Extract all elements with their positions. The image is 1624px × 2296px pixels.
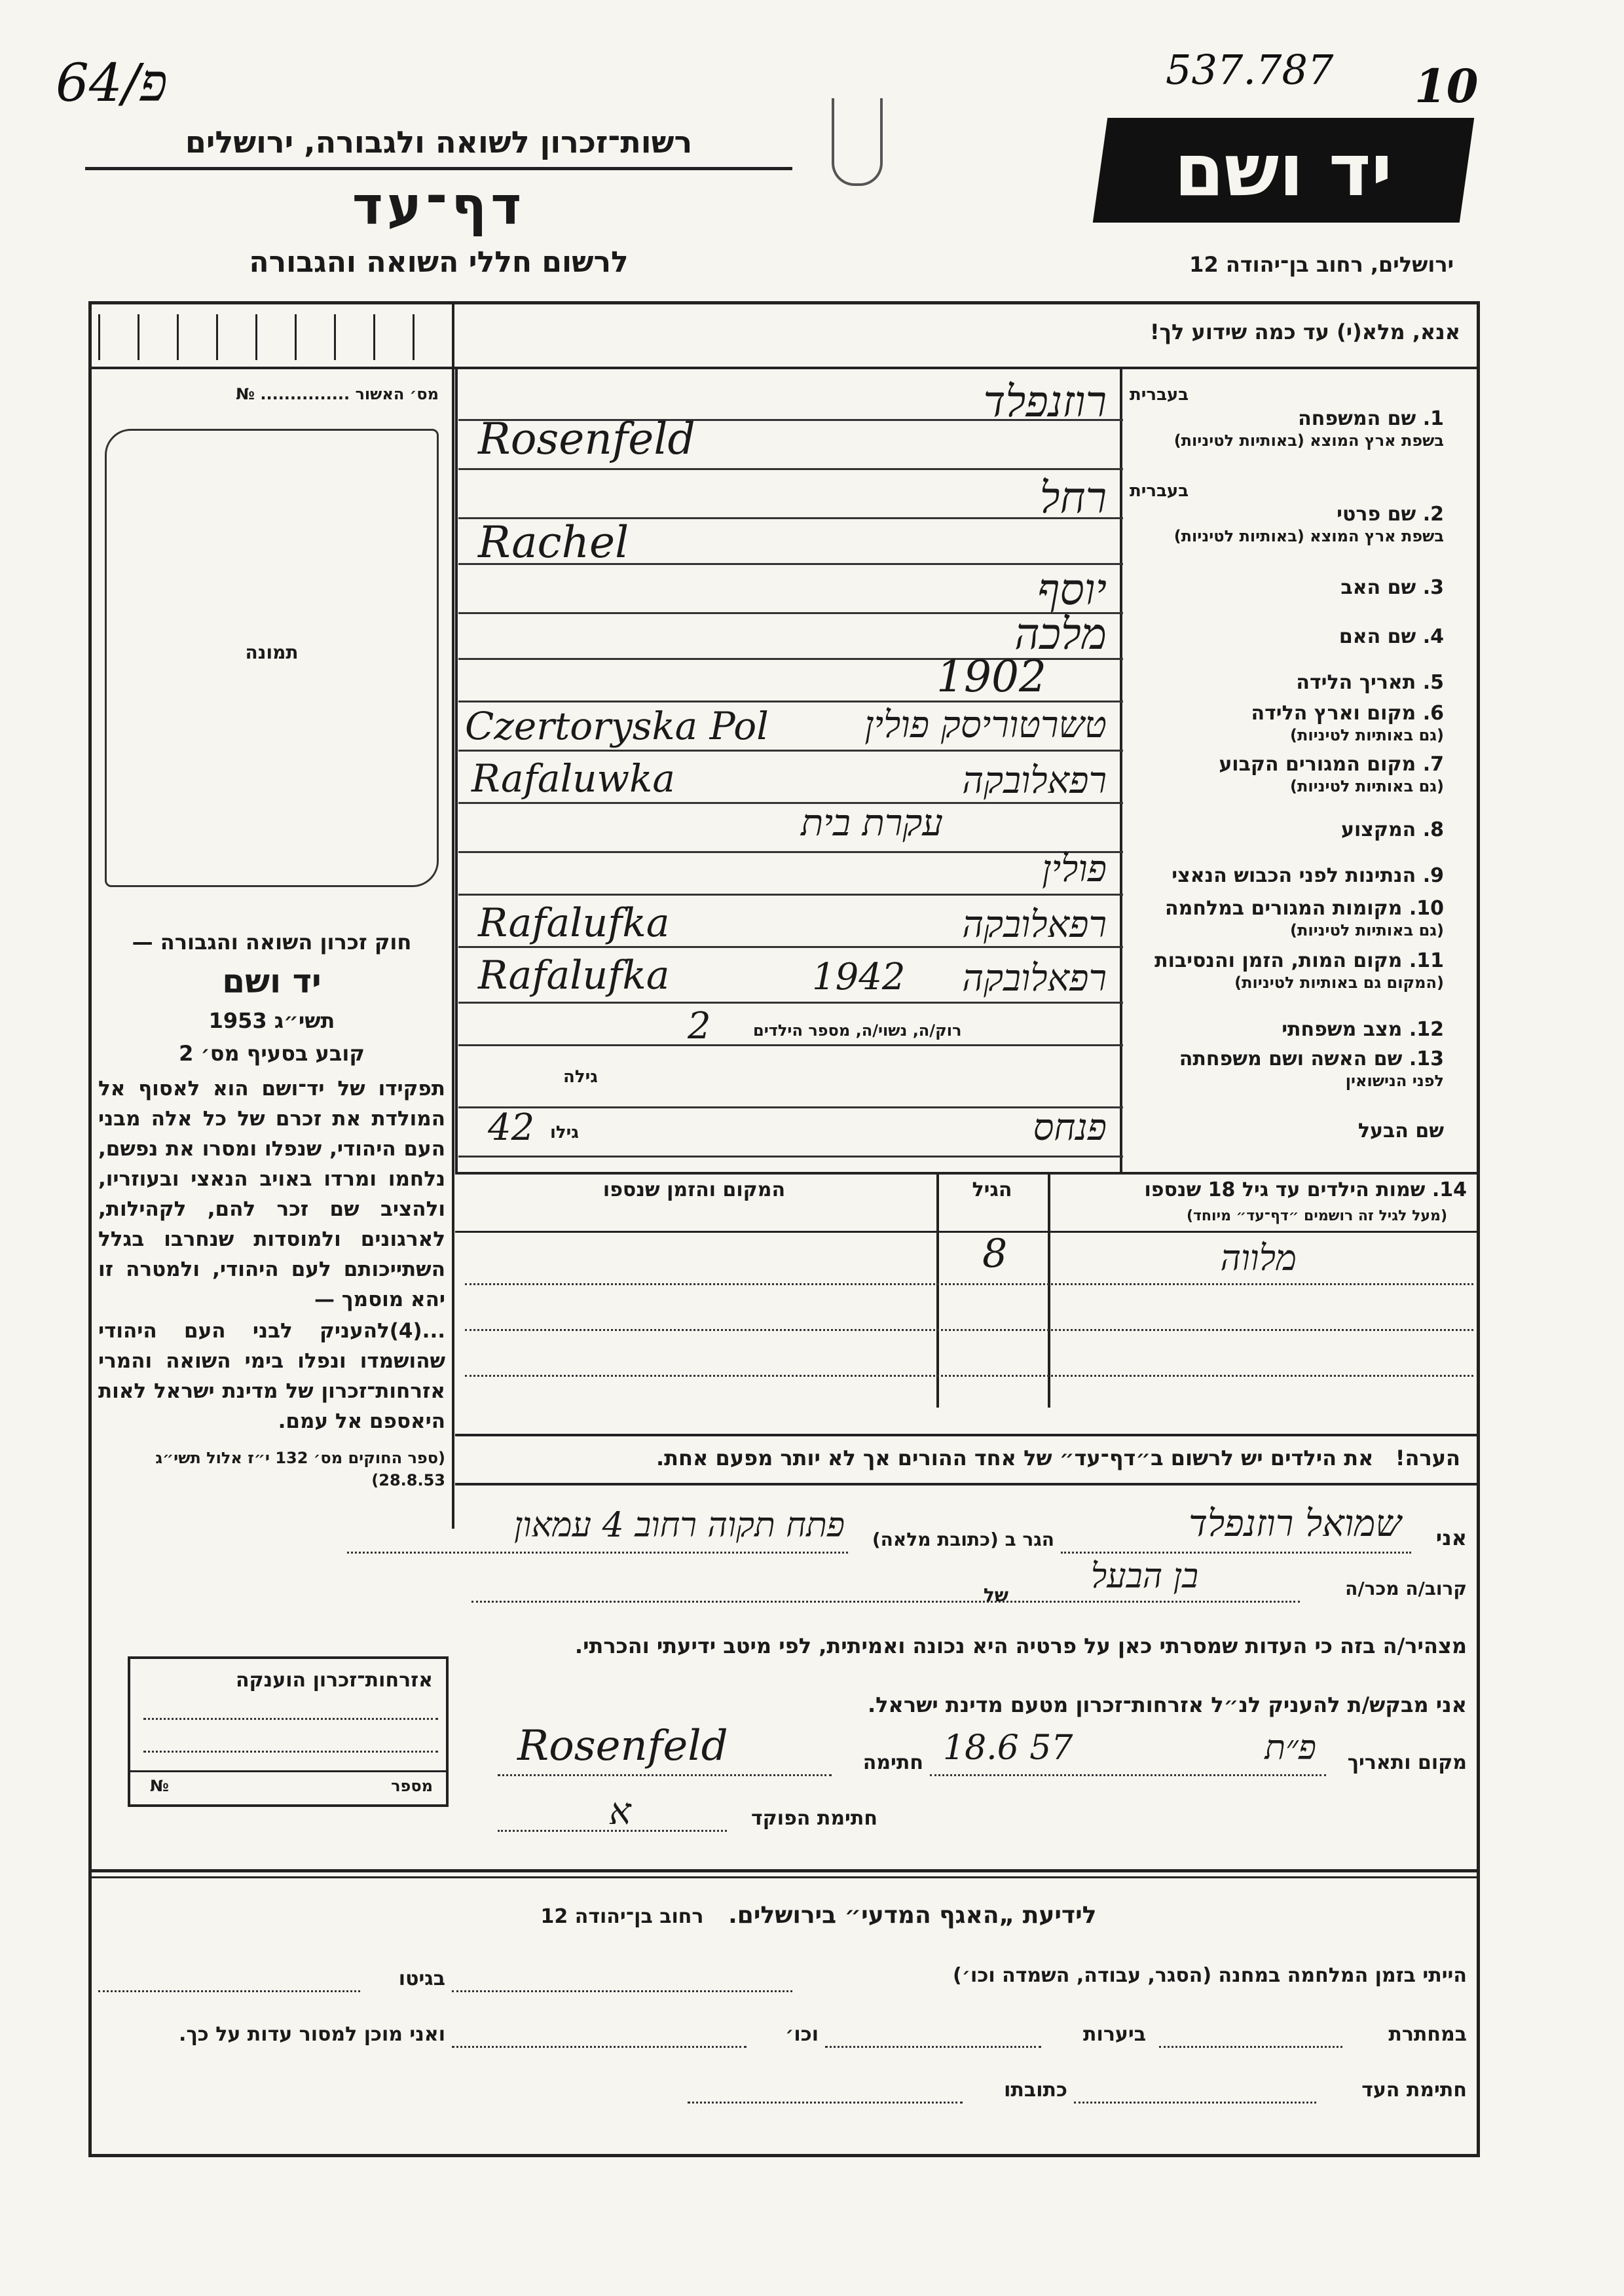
cert-label: מס׳ האשור ............... № <box>236 385 439 403</box>
form-subtitle: לרשום חללי השואה והגבורה <box>249 246 629 279</box>
field-12-inline: רוק/ה, נשוי/ה, מספר הילדים <box>753 1021 962 1040</box>
law-year: תשי״ג 1953 <box>208 1008 335 1033</box>
field-12-label: 12. מצב משפחתי <box>1282 1018 1444 1041</box>
tick-boxes <box>98 314 452 360</box>
citizenship-box: אזרחות־זכרון הוענקה מספר № <box>128 1656 449 1807</box>
law-text-2: ...(4)להעניק לבני העם היהודי שהושמדו ונפלו בימי השואה והמרי אזרחות־זכרון של מדינת ישראל לאות היאספם אל עמם. <box>98 1319 445 1433</box>
field-11-label: 11. מקום המות, הזמן והנסיבות (המקום גם באותיות לטיניות) <box>1154 949 1444 992</box>
declarant-address: פתח תקוה רחוב 4 עמאון <box>514 1506 845 1545</box>
children-title: 14. שמות הילדים עד גיל 18 שנספו <box>1144 1178 1467 1201</box>
topleft-mark: 64/פ <box>56 52 168 113</box>
file-number: 537.787 <box>1166 46 1334 94</box>
field-6-hebrew: טשרטוריסק פולין <box>864 704 1107 746</box>
footer-forest-label: ביערות <box>1083 2023 1146 2046</box>
child-1-age: 8 <box>982 1231 1008 1277</box>
husband-age: 42 <box>488 1106 535 1149</box>
authority-title: רשות־זכרון לשואה ולגבורה, ירושלים <box>185 124 693 160</box>
instruction-text: אנא, מלא(י) עד כמה שידוע לך! <box>1149 319 1460 344</box>
page-mark: 10 <box>1414 59 1479 113</box>
header-underline <box>85 167 792 170</box>
yad-vashem-logo: יד ושם <box>1093 118 1474 223</box>
photo-label: תמונה <box>245 642 299 663</box>
field-12-value: 2 <box>688 1005 711 1048</box>
field-4-value: מלכה <box>1014 609 1107 659</box>
field-7-label: 7. מקום המגורים הקבוע (גם באותיות לטיניות) <box>1219 753 1444 795</box>
declarant-relation-of: של <box>983 1584 1008 1606</box>
law-text: תפקידו של יד־ושם הוא לאסוף אל המולדת את זכרם של כל אלה מבני העם היהודי, שנפלו ומסרו את נפשם, נלחמו ומרדו באויב הנאצי ובעוזריו, ולהציב שם זכר להם, לקהילות, לארגונים ולמוסדות שנחרבו בגלל השתייכותם לעם היהודי, ולמטרה זו יהא מוסמך — <box>98 1077 445 1311</box>
field-2-label: 2. שם פרטי בשפת ארץ המוצא (באותיות לטיניות) <box>1173 503 1444 545</box>
declarant-date: 18.6 57 <box>943 1728 1073 1768</box>
field-11-year: 1942 <box>812 956 906 998</box>
footer-ready-label: ואני מוכן למסור עדות על כך. <box>179 2023 445 2046</box>
declaration-text: מצהיר/ה בזה כי העדות שמסרתי כאן על פרטיה היא נכונה ואמיתית, לפי מיטב ידיעתי והכרתי. <box>574 1633 1467 1658</box>
children-title-sub: (מעל לגיל זה רושמים ״דף־עד״ מיוחד) <box>1186 1208 1447 1224</box>
field-6-label: 6. מקום וארץ הלידה (גם באותיות לטיניות) <box>1251 702 1444 744</box>
field-7-latin: Rafaluwka <box>471 756 675 801</box>
law-name: יד ושם <box>222 962 322 1000</box>
footer-title: לידיעת „האגף המדעי״ בירושלים. רחוב בן־יהודה 12 <box>540 1902 1097 1929</box>
field-2-hebrew: רחל <box>1039 473 1107 523</box>
husband-label: שם הבעל <box>1357 1120 1444 1142</box>
form-title: דף־עד <box>352 175 526 236</box>
law-title: חוק זכרון השואה והגבורה — <box>132 930 412 955</box>
declarant-relation: בן הבעל <box>1090 1557 1198 1596</box>
footer-underground-label: במחתרת <box>1388 2023 1467 2046</box>
footer-ghetto-label: בגיטו <box>398 1967 445 1990</box>
field-8-label: 8. המקצוע <box>1340 818 1444 841</box>
field-9-label: 9. הנתינות לפני הכבוש הנאצי <box>1172 864 1444 887</box>
officer-signature: א <box>609 1791 631 1833</box>
field-1-hebrew: רוזנפלד <box>983 376 1107 427</box>
declarant-address-label: הגר ב (כתובת מלאה) <box>872 1529 1054 1550</box>
field-8-value: עקרת בית <box>801 802 943 845</box>
request-text: אני מבקש/ת להעניק לנ״ל אזרחות־זכרון מטעם מדינת ישראל. <box>868 1692 1467 1717</box>
field-5-label: 5. תאריך הלידה <box>1296 671 1444 694</box>
declarant-name: שמואל רוזנפלד <box>1189 1503 1401 1545</box>
field-7-hebrew: רפאלובקה <box>962 759 1107 802</box>
declarant-relation-label: קרוב/ה מכר/ה <box>1345 1578 1467 1599</box>
field-5-value: 1902 <box>936 651 1046 702</box>
place-date-label: מקום ותאריך <box>1347 1751 1467 1774</box>
field-1-label: 1. שם המשפחה בשפת ארץ המוצא (באותיות לטיניות) <box>1173 407 1444 450</box>
field-2-latin: Rachel <box>478 517 629 568</box>
footer-address-label: כתובתו <box>1004 2079 1067 2102</box>
footer-camp-line: הייתי בזמן המלחמה במחנה (הסגר, עבודה, השמדה וכו׳) <box>953 1964 1467 1987</box>
officer-label: חתימת הפוקד <box>751 1807 877 1830</box>
footer-etc-label: וכו׳ <box>785 2023 819 2046</box>
field-13-age-label: גילה <box>563 1067 598 1087</box>
field-6-latin: Czertoryska Pol <box>465 704 769 748</box>
footer-witness-sig-label: חתימת העד <box>1361 2079 1467 2102</box>
field-10-latin: Rafalufka <box>478 900 670 946</box>
declarant-i-label: אני <box>1435 1525 1467 1550</box>
law-reference: (ספר החוקים מס׳ 132 י״ז אלול תשי״ג 28.8.53) <box>155 1449 445 1489</box>
declarant-place: פ״ת <box>1264 1728 1316 1768</box>
field-11-latin: Rafalufka <box>478 953 670 998</box>
declarant-signature: Rosenfeld <box>517 1722 728 1770</box>
header-address: ירושלים, רחוב בן־יהודה 12 <box>1189 252 1454 277</box>
field-4-label: 4. שם האם <box>1338 625 1444 648</box>
signature-label: חתימה <box>862 1751 923 1774</box>
husband-name: פנחס <box>1033 1106 1107 1149</box>
field-11-hebrew: רפאלובקה <box>962 957 1107 1000</box>
field-10-hebrew: רפאלובקה <box>962 903 1107 946</box>
field-10-label: 10. מקומות המגורים במלחמה (גם באותיות לטיניות) <box>1165 897 1444 939</box>
child-1-name: מלווה <box>1220 1237 1297 1279</box>
children-col-age: הגיל <box>972 1178 1012 1201</box>
field-3-value: יוסף <box>1037 564 1107 615</box>
husband-age-label: גילו <box>550 1123 579 1142</box>
field-3-label: 3. שם האב <box>1340 576 1444 599</box>
children-col-place: המקום והזמן שנספו <box>602 1178 786 1201</box>
field-9-value: פולין <box>1042 848 1107 890</box>
law-clause: קובע בסעיף מס׳ 2 <box>179 1041 365 1066</box>
paper-clip-mark <box>832 98 883 186</box>
field-13-label: 13. שם האשה ושם משפחתה לפני הנישואין <box>1179 1048 1444 1090</box>
note: הערה! את הילדים יש לרשום ב״דף־עד״ של אחד ההורים אך לא יותר מפעם אחת. <box>656 1446 1460 1470</box>
field-1-latin: Rosenfeld <box>478 414 695 464</box>
